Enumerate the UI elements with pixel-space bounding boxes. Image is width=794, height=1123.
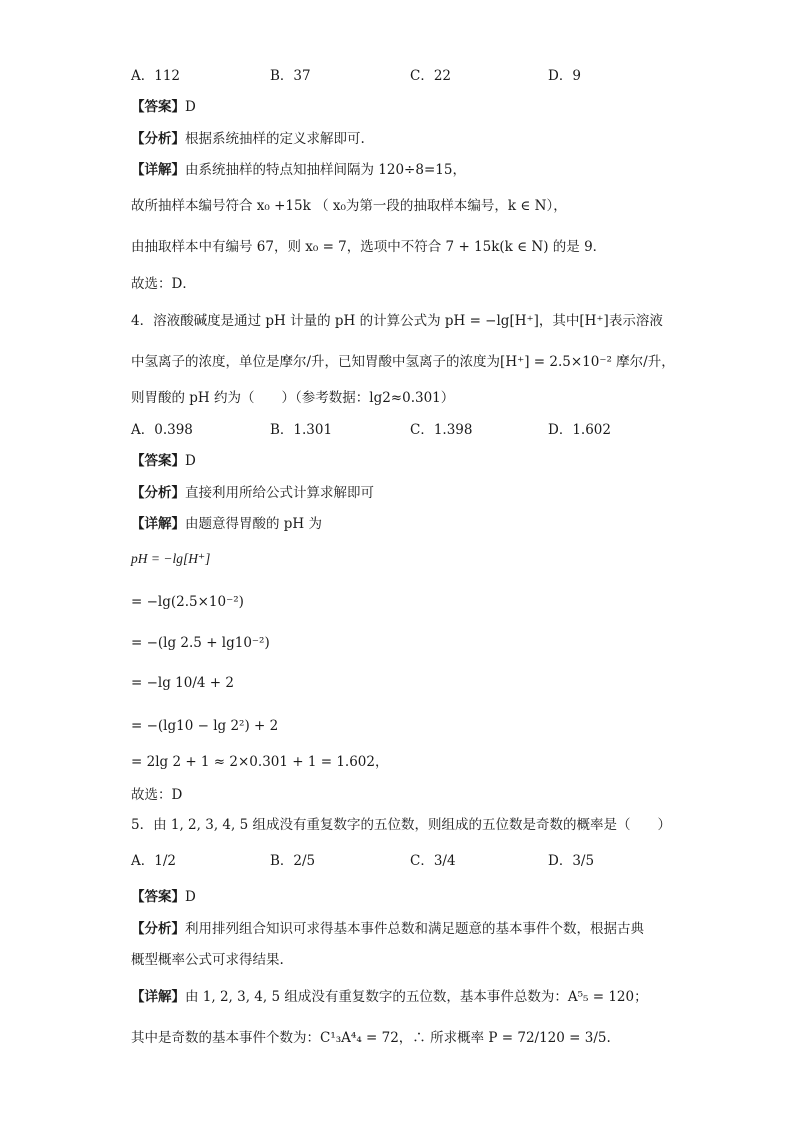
detail-tag: 【详解】 <box>131 516 185 532</box>
answer-tag: 【答案】 <box>131 99 185 115</box>
q3-option-b: B．37 <box>270 68 311 84</box>
detail-text: 由 1, 2, 3, 4, 5 组成没有重复数字的五位数，基本事件总数为：A⁵₅ = 120； <box>185 989 648 1005</box>
q4-step-5: = −(lg10 − lg 2²) + 2 <box>131 718 279 734</box>
answer-tag: 【答案】 <box>131 889 185 905</box>
q5-option-b: B．2/5 <box>270 853 316 869</box>
q3-option-a: A．112 <box>131 68 181 84</box>
q5-option-c: C．3/4 <box>410 853 456 869</box>
answer-tag: 【答案】 <box>131 453 185 469</box>
q4-conclusion: 故选：D <box>131 787 183 803</box>
q3-option-d: D．9 <box>548 68 581 84</box>
analysis-tag: 【分析】 <box>131 485 185 501</box>
q5-analysis-2: 概型概率公式可求得结果. <box>131 952 284 968</box>
q5-answer <box>131 887 196 907</box>
q4-option-b: B．1.301 <box>270 422 333 438</box>
q5-stem: 5．由 1, 2, 3, 4, 5 组成没有重复数字的五位数，则组成的五位数是奇数的概率是（ ） <box>131 817 671 833</box>
detail-tag: 【详解】 <box>131 989 185 1005</box>
answer-value: D <box>185 889 196 905</box>
q5-analysis-1 <box>131 919 644 939</box>
detail-text: 由题意得胃酸的 pH 为 <box>185 516 322 532</box>
answer-value: D <box>185 99 196 115</box>
q4-step-6: = 2lg 2 + 1 ≈ 2×0.301 + 1 = 1.602， <box>131 754 389 770</box>
answer-value: D <box>185 453 196 469</box>
q3-analysis <box>131 129 365 149</box>
q3-conclusion: 故选：D． <box>131 276 196 292</box>
q4-detail <box>131 514 322 534</box>
q4-stem-line-2: 中氢离子的浓度，单位是摩尔/升，已知胃酸中氢离子的浓度为[H⁺] = 2.5×10⁻² 摩尔/升， <box>131 354 675 370</box>
q4-option-c: C．1.398 <box>410 422 473 438</box>
q4-step-3: = −(lg 2.5 + lg10⁻²) <box>131 635 270 651</box>
analysis-tag: 【分析】 <box>131 131 185 147</box>
q5-detail-2: 其中是奇数的基本事件个数为：C¹₃A⁴₄ = 72，∴ 所求概率 P = 72/120 = 3/5. <box>131 1030 611 1046</box>
q4-option-d: D．1.602 <box>548 422 611 438</box>
q3-detail-3: 由抽取样本中有编号 67，则 x₀ = 7，选项中不符合 7 + 15k(k ∈ N) 的是 9． <box>131 239 607 255</box>
analysis-text: 直接利用所给公式计算求解即可 <box>185 485 374 501</box>
q4-option-a: A．0.398 <box>131 422 193 438</box>
q4-stem-line-1: 4．溶液酸碱度是通过 pH 计量的 pH 的计算公式为 pH = −lg[H⁺]，其中[H⁺]表示溶液 <box>131 313 663 329</box>
analysis-text: 利用排列组合知识可求得基本事件总数和满足题意的基本事件个数，根据古典 <box>185 921 644 937</box>
q3-detail-2: 故所抽样本编号符合 x₀ +15k （ x₀为第一段的抽取样本编号，k ∈ N）， <box>131 198 567 214</box>
q3-answer <box>131 97 196 117</box>
detail-text: 由系统抽样的特点知抽样间隔为 120÷8=15， <box>185 162 466 178</box>
q4-step-4: = −lg 10/4 + 2 <box>131 675 234 691</box>
q4-step-2: = −lg(2.5×10⁻²) <box>131 594 244 610</box>
q4-stem-line-3: 则胃酸的 pH 约为（ ）（参考数据：lg2≈0.301） <box>131 390 455 406</box>
q5-detail-1 <box>131 987 648 1007</box>
detail-tag: 【详解】 <box>131 162 185 178</box>
q4-step-1: pH = −lg[H⁺] <box>131 551 211 566</box>
q3-option-c: C．22 <box>410 68 452 84</box>
analysis-tag: 【分析】 <box>131 921 185 937</box>
q4-analysis <box>131 483 374 503</box>
q5-option-a: A．1/2 <box>131 853 176 869</box>
analysis-text: 根据系统抽样的定义求解即可. <box>185 131 365 147</box>
q5-option-d: D．3/5 <box>548 853 595 869</box>
q4-answer <box>131 451 196 471</box>
q3-detail-1 <box>131 160 466 180</box>
